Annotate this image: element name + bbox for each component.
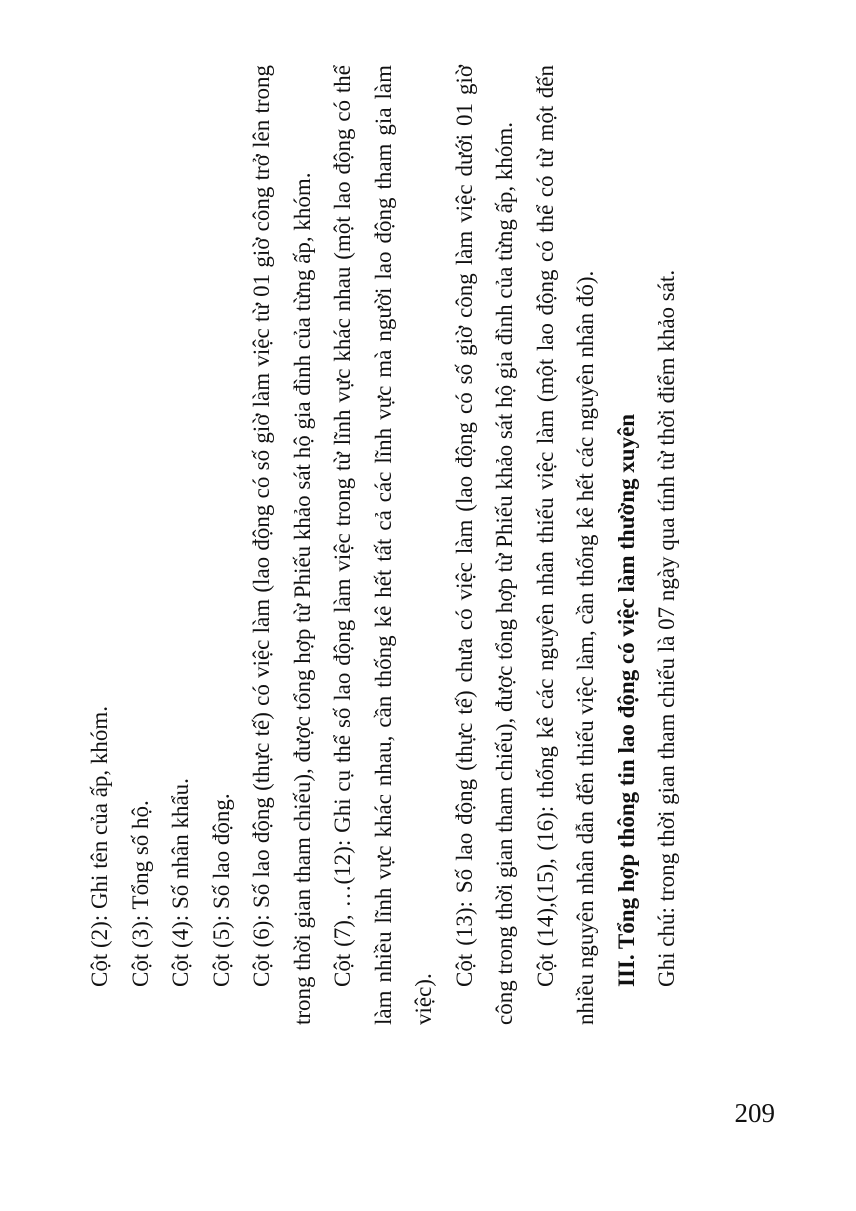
paragraph-column-6: Cột (6): Số lao động (thực tế) có việc làm (lao động có số giờ làm việc từ 01 giờ công trở lên trong trong thời gian tham chiếu), được tổng hợp từ Phiếu khảo sát hộ gia đình của từng ấp, khóm.: [249, 65, 315, 1025]
paragraph-column-7-12: Cột (7), …(12): Ghi cụ thể số lao động làm việc trong từ lĩnh vực khác nhau (một lao động có thể làm nhiều lĩnh vực khác nhau, cần thống kê hết tất cả các lĩnh vực mà người lao động tham gia làm việc).: [330, 65, 436, 1025]
paragraph-column-13: Cột (13): Số lao động (thực tế) chưa có việc làm (lao động có số giờ công làm việc dưới 01 giờ công trong thời gian tham chiếu), được tổng hợp từ Phiếu khảo sát hộ gia đình của từng ấp, khóm.: [451, 65, 517, 1025]
page-number: 209: [734, 1098, 775, 1128]
note-paragraph: Ghi chú: trong thời gian tham chiếu là 07 ngày qua tính từ thời điểm khảo sát.: [654, 269, 679, 987]
paragraph-column-2: Cột (2): Ghi tên của ấp, khóm.: [87, 705, 112, 987]
paragraph-column-5: Cột (5): Số lao động.: [208, 793, 234, 987]
rotated-text-block: [80, 65, 720, 1025]
paragraph-column-3: Cột (3): Tổng số hộ.: [127, 800, 153, 987]
section-heading: III. Tổng hợp thông tin lao động có việc làm thường xuyên: [613, 413, 639, 987]
page-body: [80, 65, 720, 1025]
paragraph-column-14-16: Cột (14),(15), (16): thống kê các nguyên nhân thiếu việc làm (một lao động có thể có từ một đến nhiều nguyên nhân dẫn đến thiếu việc làm, cần thống kê hết các nguyên nhân đó).: [532, 65, 598, 1025]
paragraph-column-4: Cột (4): Số nhân khẩu.: [168, 778, 193, 987]
